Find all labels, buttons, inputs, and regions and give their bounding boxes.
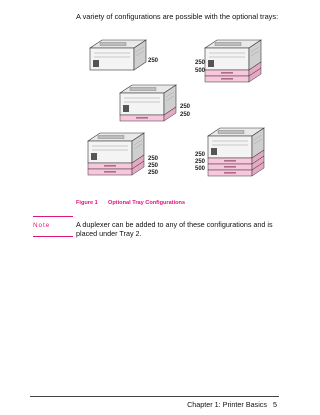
figure-number: Figure 1 [76,200,98,206]
tray-capacity-label: 250 [148,156,159,162]
footer-chapter: Chapter 1: Printer Basics [187,400,267,409]
printer-config-4 [88,133,159,176]
tray-capacity-label: 250 [195,60,206,66]
printer-config-3 [120,85,191,121]
tray-capacity-label: 250 [148,58,159,64]
footer-rule [30,396,279,397]
figure-caption [76,200,185,206]
note-text: A duplexer can be added to any of these configurations and is placed under Tray 2. [76,220,273,238]
intro-text: A variety of configurations are possible with the optional trays: [76,12,279,21]
tray-capacity-label: 250 [180,104,191,110]
tray-capacity-label: 500 [195,68,206,74]
tray-configurations-figure [0,0,300,200]
note-top-rule [33,216,73,217]
note-bottom-rule [33,236,73,237]
tray-capacity-label: 250 [148,163,159,169]
page-footer [187,400,277,409]
tray-capacity-label: 250 [148,170,159,176]
page-number: 5 [273,400,277,409]
tray-capacity-label: 250 [195,152,206,158]
printer-config-1 [90,40,159,70]
tray-capacity-label: 500 [195,166,206,172]
printer-config-5 [195,128,264,176]
printer-config-2 [195,40,261,82]
tray-capacity-label: 250 [195,159,206,165]
figure-title: Optional Tray Configurations [108,200,186,206]
note-label: Note [33,222,51,229]
tray-capacity-label: 250 [180,112,191,118]
